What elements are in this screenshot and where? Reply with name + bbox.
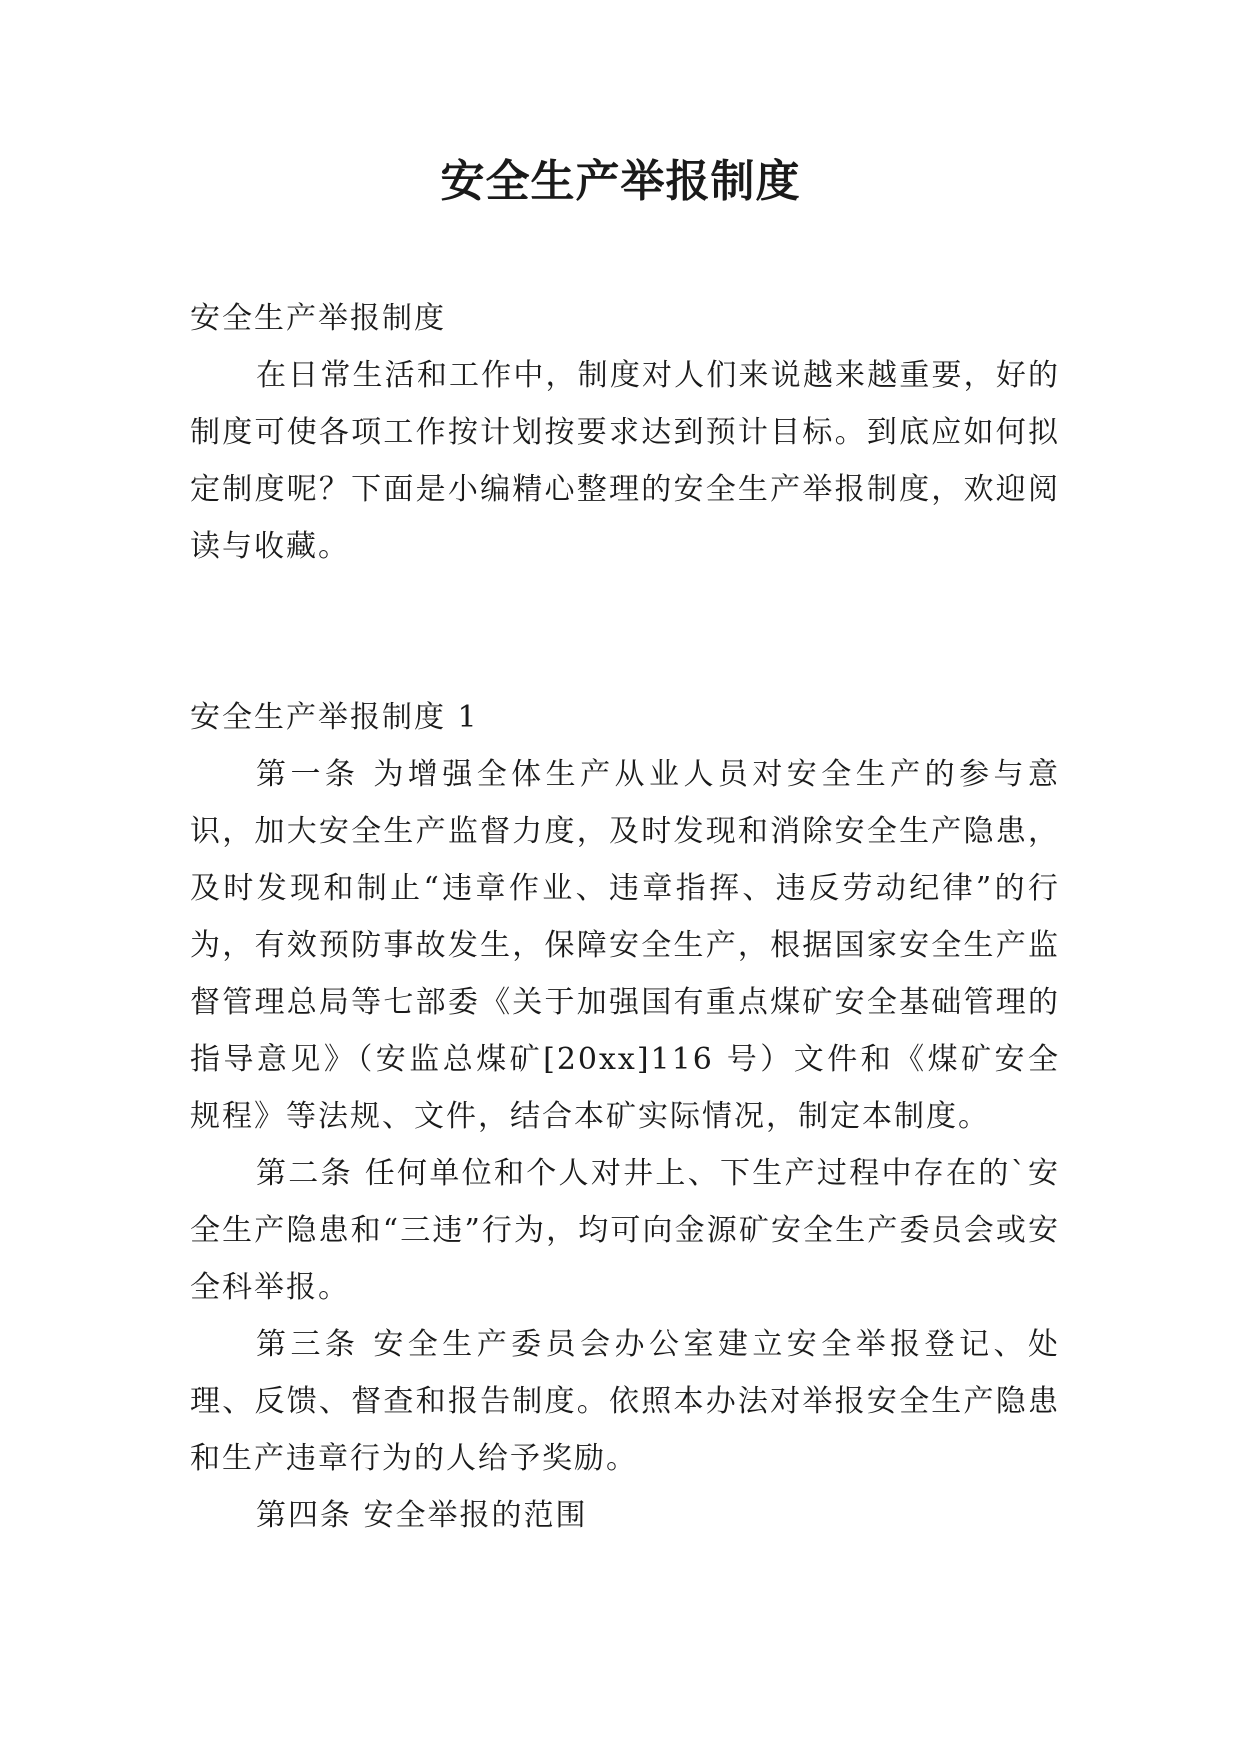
article-4: 第四条 安全举报的范围	[256, 1498, 588, 1533]
article-3: 第三条 安全生产委员会办公室建立安全举报登记、处理、反馈、督查和报告制度。依照本办法对举报安全生产隐患和生产违章行为的人给予奖励。	[190, 1327, 1060, 1476]
section-spacer	[190, 575, 1060, 689]
article-1: 第一条 为增强全体生产从业人员对安全生产的参与意识，加大安全生产监督力度，及时发现和消除安全生产隐患，及时发现和制止“违章作业、违章指挥、违反劳动纪律”的行为，有效预防事故发生，保障安全生产，根据国家安全生产监督管理总局等七部委《关于加强国有重点煤矿安全基础管理的指导意见》（安监总煤矿[20xx]116 号）文件和《煤矿安全规程》等法规、文件，结合本矿实际情况，制定本制度。	[190, 757, 1060, 1134]
article-2: 第二条 任何单位和个人对井上、下生产过程中存在的`安全生产隐患和“三违”行为，均可向金源矿安全生产委员会或安全科举报。	[190, 1156, 1060, 1305]
intro-paragraph: 在日常生活和工作中，制度对人们来说越来越重要，好的制度可使各项工作按计划按要求达到预计目标。到底应如何拟定制度呢？下面是小编精心整理的安全生产举报制度，欢迎阅读与收藏。	[190, 358, 1060, 564]
document-body	[190, 290, 1060, 1544]
intro-heading: 安全生产举报制度	[190, 301, 446, 336]
document-title: 安全生产举报制度	[440, 156, 801, 207]
section-heading: 安全生产举报制度 1	[190, 700, 479, 735]
